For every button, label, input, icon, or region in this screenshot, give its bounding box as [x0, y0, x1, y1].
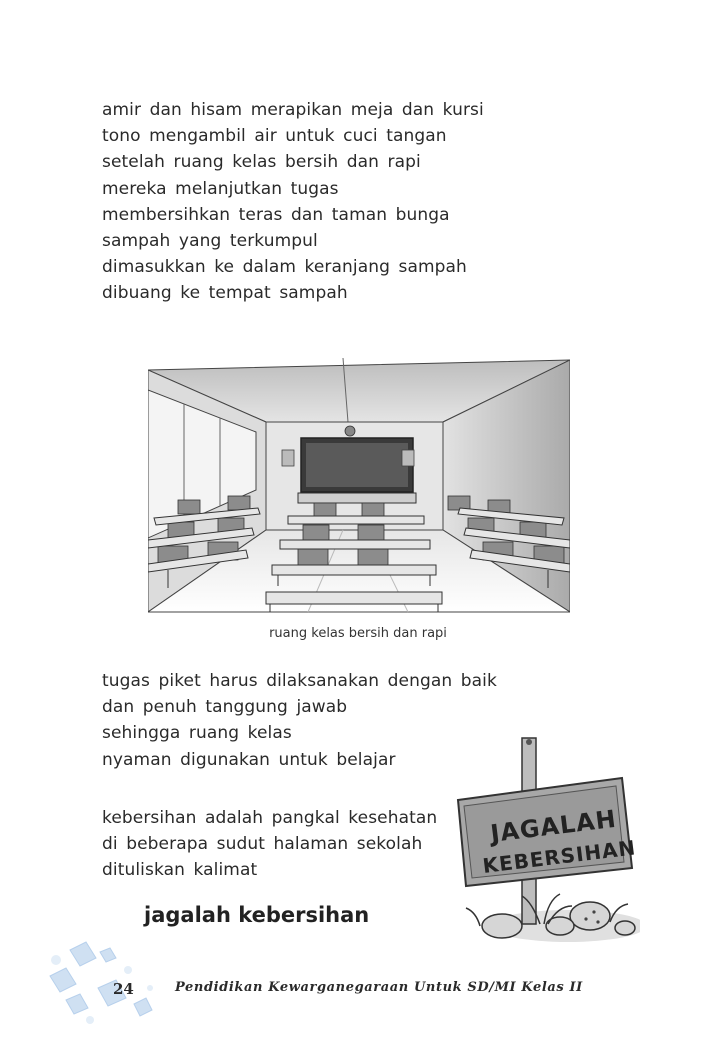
- paragraph-cleaning-activities: [102, 97, 484, 307]
- text-line: mereka melanjutkan tugas: [102, 178, 339, 199]
- text-line: amir dan hisam merapikan meja dan kursi: [102, 100, 484, 120]
- text-line: sehingga ruang kelas: [102, 723, 292, 744]
- text-line: membersihkan teras dan taman bunga: [102, 204, 450, 225]
- snowflake-decoration: [40, 930, 170, 1030]
- page-number: 24: [113, 980, 134, 998]
- sign-line-2: KEBERSIHAN: [481, 835, 638, 878]
- text-line: tono mengambil air untuk cuci tangan: [102, 126, 447, 147]
- classroom-illustration: [148, 350, 570, 616]
- text-line: sampah yang terkumpul: [102, 231, 318, 252]
- signboard-illustration: [440, 726, 640, 948]
- text-line: tugas piket harus dilaksanakan dengan baik: [102, 671, 497, 691]
- text-line: dimasukkan ke dalam keranjang sampah: [102, 257, 467, 278]
- sign-line-1: JAGALAH: [488, 804, 619, 848]
- text-line: dibuang ke tempat sampah: [102, 283, 348, 304]
- paragraph-cleanliness-health: [102, 805, 437, 884]
- figure-caption: [0, 626, 728, 641]
- text-line: kebersihan adalah pangkal kesehatan: [102, 808, 438, 828]
- slogan-heading: jagalah kebersihan: [144, 903, 370, 927]
- text-line: dan penuh tanggung jawab: [102, 697, 348, 718]
- paragraph-duty-responsibility: [102, 668, 497, 773]
- book-title: Pendidikan Kewarganegaraan Untuk SD/MI Kelas II: [175, 980, 583, 995]
- text-line: nyaman digunakan untuk belajar: [102, 749, 396, 770]
- text-line: dituliskan kalimat: [102, 860, 258, 881]
- text-line: setelah ruang kelas bersih dan rapi: [102, 152, 421, 173]
- caption-text: ruang kelas bersih dan rapi: [269, 626, 447, 641]
- text-line: di beberapa sudut halaman sekolah: [102, 834, 423, 855]
